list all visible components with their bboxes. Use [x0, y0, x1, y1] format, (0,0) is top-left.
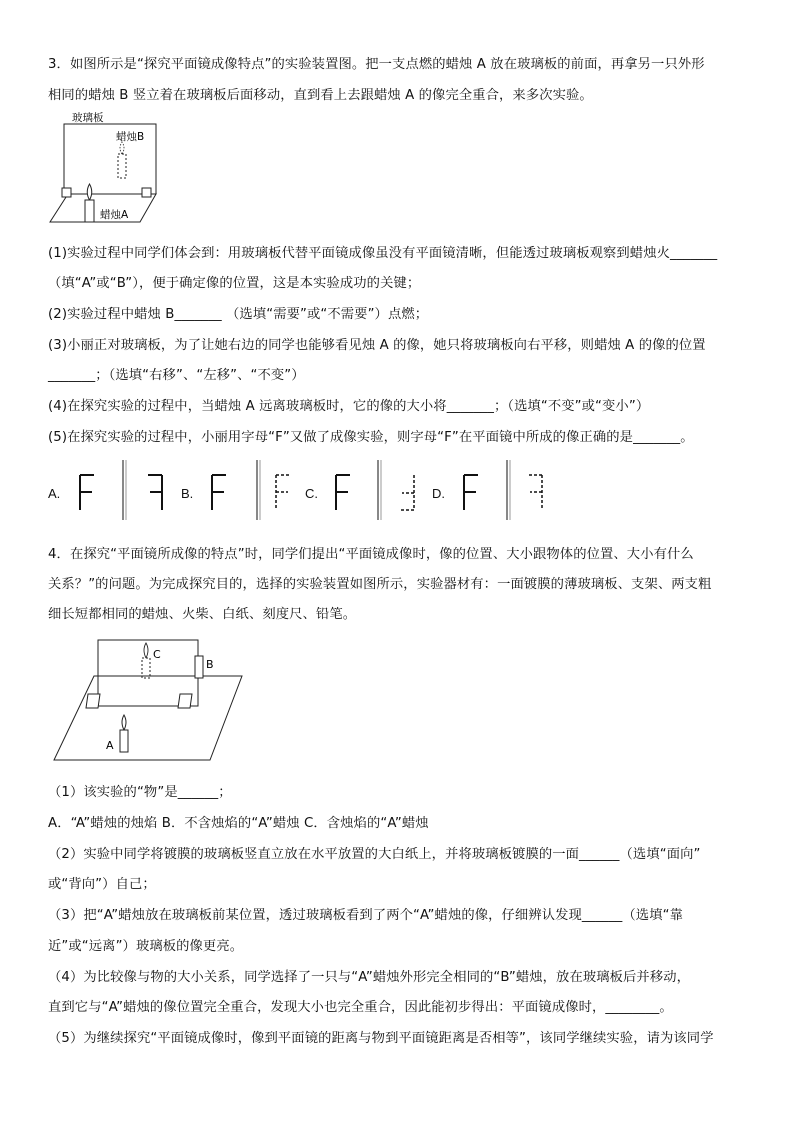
candle-c-flame-icon	[144, 643, 148, 658]
letter-f-object	[212, 475, 226, 510]
q3-question-line: (5)在探究实验的过程中，小丽用字母“F”又做了成像实验，则字母“F”在平面镜中所成的像正确的是_______。	[48, 430, 694, 445]
q4-question-line: 直到它与“A”蜡烛的像位置完全重合，发现大小也完全重合，因此能初步得出：平面镜成像时，________。	[48, 1000, 673, 1015]
support-left	[86, 694, 100, 708]
q4-intro-line: 4．在探究“平面镜所成像的特点”时，同学们提出“平面镜成像时，像的位置、大小跟物体的位置、大小有什么	[48, 547, 694, 562]
q4-apparatus-figure	[52, 632, 252, 764]
support-right	[178, 694, 192, 708]
option-d-figure	[454, 460, 554, 520]
candle-b-label: 蜡烛B	[116, 131, 145, 143]
q4-intro-line: 细长短都相同的蜡烛、火柴、白纸、刻度尺、铅笔。	[48, 607, 357, 622]
support-right	[142, 188, 151, 197]
q4-question-line: （5）为继续探究“平面镜成像时，像到平面镜的距离与物到平面镜距离是否相等”，该同学继续实验，请为该同学	[48, 1031, 714, 1046]
q3-question-line: (4)在探究实验的过程中，当蜡烛 A 远离玻璃板时，它的像的大小将_______；（选填“不变”或“变小”）	[48, 399, 650, 414]
q4-intro-line: 关系？”的问题。为完成探究目的，选择的实验装置如图所示，实验器材有：一面镀膜的薄玻璃板、支架、两支粗	[48, 577, 712, 592]
candle-a-label: 蜡烛A	[100, 209, 129, 221]
option-d-label: D.	[432, 486, 445, 501]
q4-question-line: （1）该实验的“物”是______；	[48, 785, 232, 800]
letter-f-object	[80, 475, 94, 510]
letter-f-object	[464, 475, 478, 510]
letter-f-image	[400, 475, 414, 510]
candle-c	[142, 658, 150, 678]
q3-question-line: (1)实验过程中同学们体会到：用玻璃板代替平面镜成像虽没有平面镜清晰，但能透过玻璃板观察到蜡烛火_______	[48, 246, 718, 261]
letter-f-image	[148, 475, 162, 510]
paper-sheet	[54, 676, 242, 760]
option-b-figure	[202, 460, 302, 520]
letter-f-object	[336, 475, 350, 510]
q3-question-line: _______；（选填“右移”、“左移”、“不变”）	[48, 368, 305, 383]
option-a-figure	[70, 460, 170, 520]
letter-f-image	[276, 475, 290, 510]
candle-b	[195, 656, 203, 678]
q4-question-line: A．“A”蜡烛的烛焰 B．不含烛焰的“A”蜡烛 C．含烛焰的“A”蜡烛	[48, 816, 429, 831]
candle-a-label: A	[106, 739, 114, 752]
q4-question-line: （3）把“A”蜡烛放在玻璃板前某位置，透过玻璃板看到了两个“A”蜡烛的像，仔细辨认发现______（选填“靠	[48, 908, 683, 923]
candle-a	[85, 200, 94, 222]
candle-b-flame-icon	[120, 142, 124, 154]
glass-plate-label: 玻璃板	[72, 112, 104, 124]
option-a-label: A.	[48, 486, 61, 501]
letter-f-image	[528, 475, 542, 510]
q3-question-line: (2)实验过程中蜡烛 B_______ （选填“需要”或“不需要”）点燃；	[48, 307, 429, 322]
q4-question-line: 或“背向”）自己；	[48, 877, 156, 892]
candle-b-label: B	[206, 658, 214, 671]
option-c-figure	[326, 460, 426, 520]
q3-apparatus-figure	[48, 108, 168, 228]
q3-intro-line: 3．如图所示是“探究平面镜成像特点”的实验装置图。把一支点燃的蜡烛 A 放在玻璃板的前面，再拿另一只外形	[48, 57, 705, 72]
candle-b	[118, 154, 126, 178]
candle-a-flame-icon	[122, 715, 126, 730]
q4-question-line: 近”或“远离”）玻璃板的像更亮。	[48, 939, 244, 954]
q4-question-line: （2）实验中同学将镀膜的玻璃板竖直立放在水平放置的大白纸上，并将玻璃板镀膜的一面______（选填“面向”	[48, 847, 701, 862]
candle-a-flame-icon	[87, 184, 92, 200]
option-b-label: B.	[181, 486, 194, 501]
q3-intro-line: 相同的蜡烛 B 竖立着在玻璃板后面移动，直到看上去跟蜡烛 A 的像完全重合，来多次实验。	[48, 88, 593, 103]
option-c-label: C.	[305, 486, 318, 501]
candle-c-label: C	[153, 648, 161, 661]
q3-question-line: （填“A”或“B”），便于确定像的位置，这是本实验成功的关键；	[48, 276, 421, 291]
support-left	[62, 188, 71, 197]
candle-a	[120, 730, 128, 752]
q3-question-line: (3)小丽正对玻璃板，为了让她右边的同学也能够看见烛 A 的像，她只将玻璃板向右平移，则蜡烛 A 的像的位置	[48, 338, 706, 353]
q4-question-line: （4）为比较像与物的大小关系，同学选择了一只与“A”蜡烛外形完全相同的“B”蜡烛，放在玻璃板后并移动，	[48, 970, 691, 985]
